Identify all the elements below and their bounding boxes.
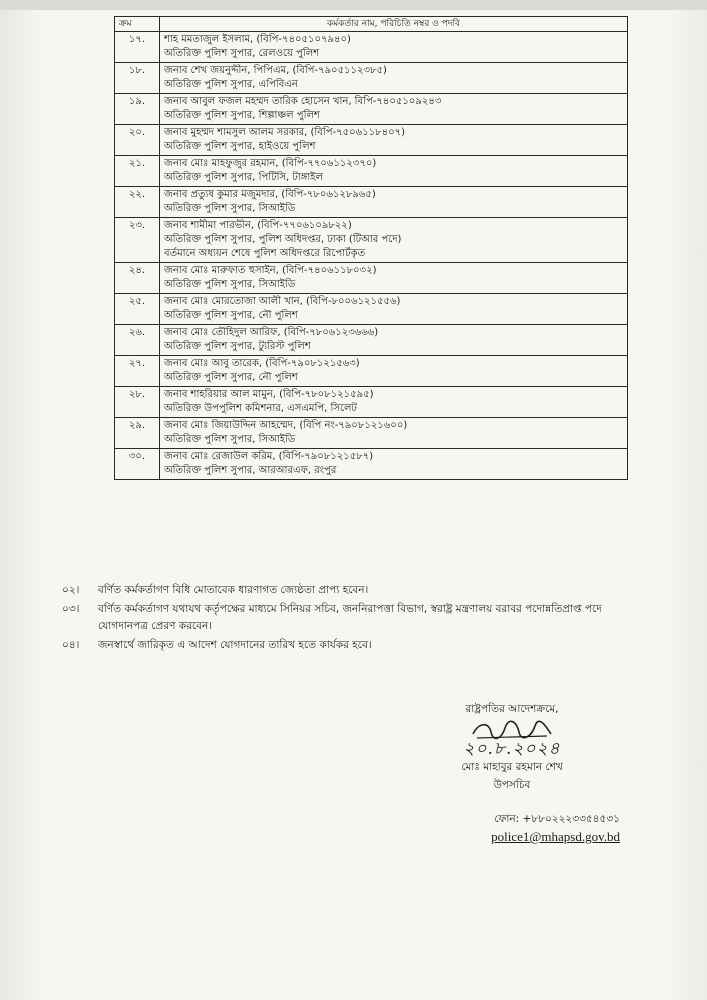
officer-info-cell [160, 418, 628, 449]
order-clause [62, 601, 652, 635]
clause-number: ০২। [62, 584, 80, 596]
serial-cell: ২৪. [115, 263, 160, 294]
signatory-name: মোঃ মাহাবুর রহমান শেখ [461, 761, 563, 773]
officer-info-cell [160, 94, 628, 125]
clause-text: বর্ণিত কর্মকর্তাগণ যথাযথ কর্তৃপক্ষের মাধ্যমে সিনিয়র সচিব, জননিরাপত্তা বিভাগ, স্বরাষ্ট্র মন্ত্রণালয় বরাবর পদোন্নতিপ্রাপ্ত পদে [98, 603, 602, 615]
officer-post-line: অতিরিক্ত পুলিশ সুপার, এপিবিএন [164, 79, 298, 90]
contact-block [420, 810, 620, 846]
signature-block [392, 700, 632, 794]
officer-name-line: জনাব শাহরিয়ার আল মামুন, (বিপি-৭৮০৮১২১৫৯৫) [164, 389, 374, 400]
serial-cell: ২৯. [115, 418, 160, 449]
officer-post-line: অতিরিক্ত পুলিশ সুপার, পুলিশ অধিদপ্তর, ঢাকা (টিআর পদে) [164, 234, 402, 245]
officer-info-cell [160, 63, 628, 94]
scan-edge [0, 0, 707, 10]
officer-name-line: জনাব মোঃ মারুফাত হুসাইন, (বিপি-৭৪০৬১১৮০৩২) [164, 265, 377, 276]
officer-name-line: জনাব প্রত্যুষ কুমার মজুমদার, (বিপি-৭৮০৬১২৮৯৬৫) [164, 189, 376, 200]
serial-cell: ২১. [115, 156, 160, 187]
table-row [115, 325, 628, 356]
order-clauses [62, 582, 652, 656]
officer-info-cell [160, 187, 628, 218]
officer-name-line: জনাব মোঃ মাহফুজুর রহমান, (বিপি-৭৭০৬১১২৩৭০) [164, 158, 377, 169]
signing-date: ২০.৮.২০২৪ [463, 739, 561, 759]
table-row [115, 63, 628, 94]
officer-info-cell [160, 356, 628, 387]
serial-cell: ২০. [115, 125, 160, 156]
serial-cell: ১৮. [115, 63, 160, 94]
order-clause [62, 637, 652, 654]
officer-table [114, 16, 628, 480]
table-row [115, 356, 628, 387]
table-row [115, 32, 628, 63]
officer-name-line: জনাব মোঃ জিয়াউদ্দিন আহম্মেদ, (বিপি নং-৭৯০৮১২১৬০০) [164, 420, 408, 431]
table-body [115, 32, 628, 480]
serial-cell: ২২. [115, 187, 160, 218]
officer-info-cell [160, 325, 628, 356]
officer-info-cell [160, 263, 628, 294]
table-row [115, 418, 628, 449]
clause-text: জনস্বার্থে জারিকৃত এ আদেশ যোগদানের তারিখ হতে কার্যকর হবে। [98, 639, 372, 651]
officer-info-cell [160, 294, 628, 325]
officer-post-line: বর্তমানে অধ্যয়ন শেষে পুলিশ অধিদপ্তরে রিপোর্টকৃত [164, 248, 366, 259]
officer-post-line: অতিরিক্ত পুলিশ সুপার, রেলওয়ে পুলিশ [164, 48, 320, 59]
officer-name-line: শাহ মমতাজুল ইসলাম, (বিপি-৭৪০৫১০৭৯৪০) [164, 34, 351, 45]
serial-cell: ১৯. [115, 94, 160, 125]
table-row [115, 387, 628, 418]
officer-info-cell [160, 156, 628, 187]
clause-number: ০৪। [62, 639, 80, 651]
officer-post-line: অতিরিক্ত পুলিশ সুপার, নৌ পুলিশ [164, 372, 298, 383]
officer-info-cell [160, 449, 628, 480]
officer-info-cell [160, 125, 628, 156]
serial-cell: ২৬. [115, 325, 160, 356]
serial-cell: ২৩. [115, 218, 160, 263]
table-row [115, 94, 628, 125]
clause-text: যোগদানপত্র প্রেরণ করবেন। [98, 620, 213, 632]
serial-header: ক্রম [115, 17, 160, 32]
officer-name-line: জনাব মোঃ আবু তারেক, (বিপি-৭৯০৮১২১৫৬৩) [164, 358, 360, 369]
table-row [115, 156, 628, 187]
order-clause [62, 582, 652, 599]
clause-number: ০৩। [62, 603, 80, 615]
officer-post-line: অতিরিক্ত পুলিশ সুপার, পিটিসি, টাঙ্গাইল [164, 172, 323, 183]
serial-cell: ২৭. [115, 356, 160, 387]
table-header-row [115, 17, 628, 32]
table-row [115, 218, 628, 263]
serial-cell: ১৭. [115, 32, 160, 63]
officer-info-cell [160, 387, 628, 418]
officer-name-line: জনাব মোঃ মোরতোজা আলী খান, (বিপি-৮০০৬১২১৫৫৬) [164, 296, 401, 307]
officer-post-line: অতিরিক্ত পুলিশ সুপার, সিআইডি [164, 203, 296, 214]
name-header: কর্মকর্তার নাম, পরিচিতি নম্বর ও পদবি [160, 17, 628, 32]
officer-name-line: জনাব শেখ জয়নুদ্দীন, পিপিএম, (বিপি-৭৯০৫১১২৩৮৫) [164, 65, 387, 76]
officer-post-line: অতিরিক্ত পুলিশ সুপার, সিআইডি [164, 279, 296, 290]
officer-post-line: অতিরিক্ত পুলিশ সুপার, হাইওয়ে পুলিশ [164, 141, 316, 152]
table-row [115, 294, 628, 325]
table-row [115, 263, 628, 294]
table-row [115, 187, 628, 218]
officer-info-cell [160, 32, 628, 63]
phone-number: ফোন: +৮৮০২২২৩৩৫৪৫৩১ [494, 813, 620, 825]
table-row [115, 125, 628, 156]
serial-cell: ২৫. [115, 294, 160, 325]
officer-name-line: জনাব মুহম্মদ শামসুল আলম সরকার, (বিপি-৭৫০৬১১৮৪০৭) [164, 127, 405, 138]
clause-text: বর্ণিত কর্মকর্তাগণ বিধি মোতাবেক ধারণাগত জ্যেষ্ঠতা প্রাপ্য হবেন। [98, 584, 369, 596]
officer-post-line: অতিরিক্ত উপপুলিশ কমিশনার, এসএমপি, সিলেট [164, 403, 357, 414]
officer-name-line: জনাব মোঃ তৌহিদুল আরিফ, (বিপি-৭৮০৬১২৩৬৬৬) [164, 327, 379, 338]
table-row [115, 449, 628, 480]
officer-name-line: জনাব শামীমা পারভীন, (বিপি-৭৭০৬১০৯৮২২) [164, 220, 352, 231]
serial-cell: ৩০. [115, 449, 160, 480]
officer-post-line: অতিরিক্ত পুলিশ সুপার, নৌ পুলিশ [164, 310, 298, 321]
officer-post-line: অতিরিক্ত পুলিশ সুপার, ট্যুরিস্ট পুলিশ [164, 341, 311, 352]
officer-post-line: অতিরিক্ত পুলিশ সুপার, আরআরএফ, রংপুর [164, 465, 337, 476]
officer-post-line: অতিরিক্ত পুলিশ সুপার, শিল্পাঞ্চল পুলিশ [164, 110, 320, 121]
officer-info-cell [160, 218, 628, 263]
serial-cell: ২৮. [115, 387, 160, 418]
officer-name-line: জনাব আবুল ফজল মহম্মদ তারিক হোসেন খান, বিপি-৭৪০৫১০৯২৪৩ [164, 96, 442, 107]
signatory-designation: উপসচিব [493, 779, 531, 791]
email-link[interactable]: police1@mhapsd.gov.bd [491, 829, 620, 844]
officer-post-line: অতিরিক্ত পুলিশ সুপার, সিআইডি [164, 434, 296, 445]
order-line: রাষ্ট্রপতির আদেশক্রমে, [465, 703, 559, 715]
officer-name-line: জনাব মোঃ রেজাউল করিম, (বিপি-৭৯০৮১২১৫৮৭) [164, 451, 374, 462]
